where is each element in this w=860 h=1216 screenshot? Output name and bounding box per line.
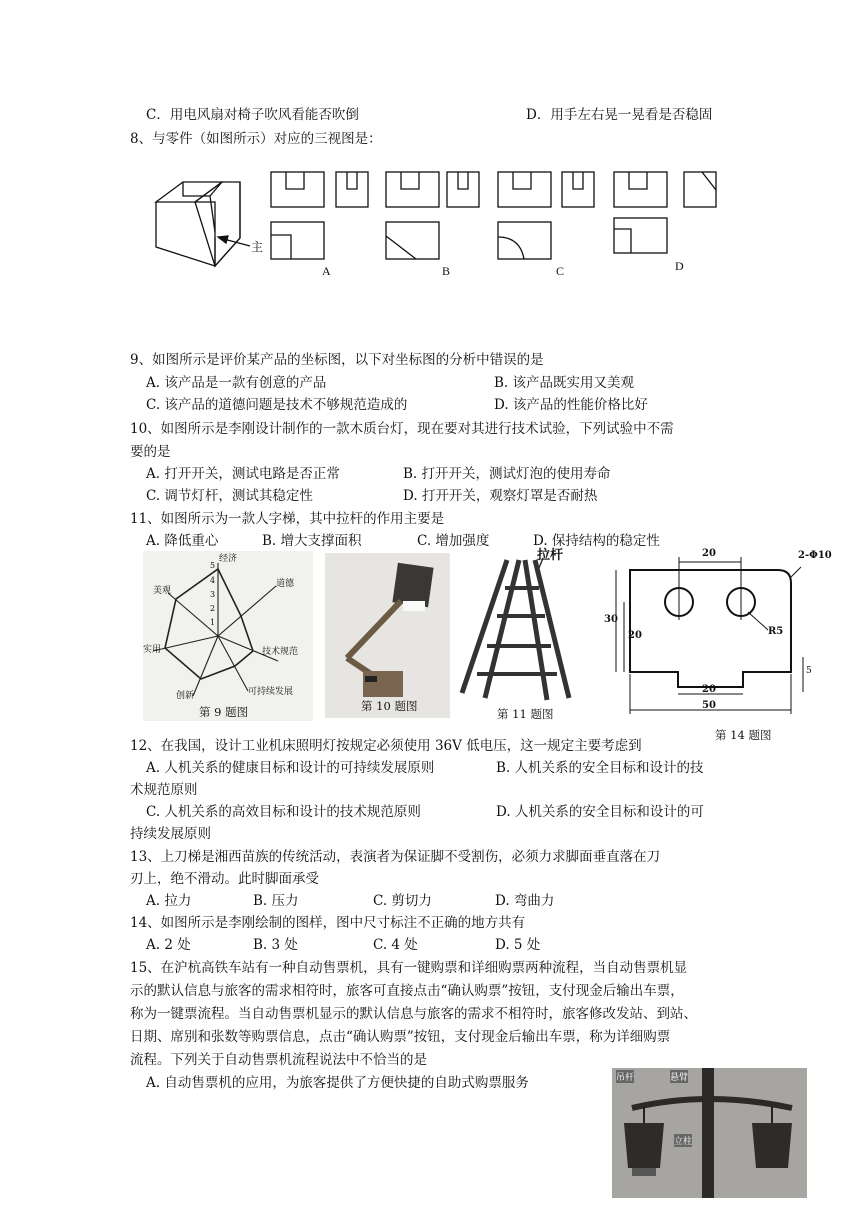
q14-stem: 14、如图所示是李刚绘制的图样，图中尺寸标注不正确的地方共有 xyxy=(130,915,526,931)
q13-option-c: C. 剪切力 xyxy=(373,893,432,909)
q9-option-b: B. 该产品既实用又美观 xyxy=(494,375,635,391)
dim-r5: R5 xyxy=(768,626,784,637)
radar-tick-1: 1 xyxy=(210,618,216,627)
q9-option-d: D. 该产品的性能价格比好 xyxy=(494,397,648,413)
radar-tick-5: 5 xyxy=(210,561,216,570)
q12-option-b-cont: 术规范原则 xyxy=(130,782,198,798)
q14-option-c: C. 4 处 xyxy=(373,937,418,953)
radar-axis-aesthetic: 美观 xyxy=(153,586,172,596)
radar-axis-practical: 实用 xyxy=(143,645,162,655)
dim-50: 50 xyxy=(702,700,716,711)
fig9-caption: 第 9 题图 xyxy=(199,705,249,719)
dim-20-left: 20 xyxy=(628,630,642,641)
q9-option-a: A. 该产品是一款有创意的产品 xyxy=(146,375,327,391)
q8-figure xyxy=(0,0,860,290)
radar-tick-3: 3 xyxy=(210,590,216,599)
fig9-radar-chart xyxy=(143,551,313,721)
q13-stem-line1: 13、上刀梯是湘西苗族的传统活动，表演者为保证脚不受割伤，必须力求脚面垂直落在刀 xyxy=(130,849,661,865)
q11-option-d: D. 保持结构的稳定性 xyxy=(533,533,660,549)
q10-option-b: B. 打开开关，测试灯泡的使用寿命 xyxy=(403,466,611,482)
q12-option-d: D. 人机关系的安全目标和设计的可 xyxy=(496,804,704,820)
radar-tick-2: 2 xyxy=(210,604,216,613)
q11-option-b: B. 增大支撑面积 xyxy=(262,533,362,549)
street-lamp-photo xyxy=(612,1068,807,1198)
radar-tick-4: 4 xyxy=(210,576,216,585)
label-column: 立柱 xyxy=(674,1134,692,1147)
q15-option-a: A. 自动售票机的应用，为旅客提供了方便快捷的自助式购票服务 xyxy=(146,1075,529,1091)
q7-option-d: D．用手左右晃一晃看是否稳固 xyxy=(526,107,713,123)
q11-stem: 11、如图所示为一款人字梯，其中拉杆的作用主要是 xyxy=(130,511,445,527)
q13-option-a: A. 拉力 xyxy=(146,893,192,909)
q13-option-b: B. 压力 xyxy=(253,893,299,909)
q11-option-a: A. 降低重心 xyxy=(146,533,219,549)
q12-stem: 12、在我国，设计工业机床照明灯按规定必须使用 36V 低电压，这一规定主要考虑到 xyxy=(130,738,642,754)
label-cantilever: 悬臂 xyxy=(670,1070,688,1083)
radar-axis-sustainable: 可持续发展 xyxy=(248,687,294,697)
fig11-ladder xyxy=(457,548,587,723)
option-d-label: D xyxy=(675,259,684,273)
q14-option-d: D. 5 处 xyxy=(495,937,541,953)
q7-option-c: C．用电风扇对椅子吹风看能否吹倒 xyxy=(146,107,359,123)
label-suspender: 吊杆 xyxy=(616,1070,634,1083)
part-front xyxy=(156,182,222,202)
dim-20-bottom: 20 xyxy=(702,684,716,695)
dim-30: 30 xyxy=(604,614,618,625)
q12-option-c: C. 人机关系的高效目标和设计的技术规范原则 xyxy=(146,804,421,820)
q13-option-d: D. 弯曲力 xyxy=(495,893,555,909)
part-top xyxy=(195,182,240,266)
dim-2-phi10: 2-Φ10 xyxy=(798,550,832,561)
q12-option-d-cont: 持续发展原则 xyxy=(130,826,211,842)
fig14-caption: 第 14 题图 xyxy=(715,728,772,742)
option-b-label: B xyxy=(442,264,451,278)
front-view-label: 主 xyxy=(251,240,264,254)
q8-stem: 8、与零件（如图所示）对应的三视图是： xyxy=(130,131,382,147)
q14-option-a: A. 2 处 xyxy=(146,937,191,953)
q12-option-b: B. 人机关系的安全目标和设计的技 xyxy=(496,760,704,776)
option-a-label: A xyxy=(322,264,331,278)
q10-stem-line1: 10、如图所示是李刚设计制作的一款木质台灯，现在要对其进行技术试验，下列试验中不需 xyxy=(130,421,674,437)
fig10-caption: 第 10 题图 xyxy=(361,699,418,713)
fig14-drawing xyxy=(598,542,838,727)
ladder-brace-label: 拉杆 xyxy=(537,548,564,563)
q15-line5: 流程。下列关于自动售票机流程说法中不恰当的是 xyxy=(130,1052,427,1068)
q13-stem-line2: 刃上，绝不滑动。此时脚面承受 xyxy=(130,871,319,887)
dim-20-top: 20 xyxy=(702,548,716,559)
q10-option-a: A. 打开开关，测试电路是否正常 xyxy=(146,466,340,482)
q15-line3: 称为一键票流程。当自动售票机显示的默认信息与旅客的需求不相符时，旅客修改发站、到站、 xyxy=(130,1006,697,1022)
radar-axis-tech-standard: 技术规范 xyxy=(262,647,299,657)
q15-line2: 示的默认信息与旅客的需求相符时，旅客可直接点击“确认购票”按钮，支付现金后输出车票， xyxy=(130,983,684,999)
radar-axis-economy: 经济 xyxy=(219,554,238,564)
q9-option-c: C. 该产品的道德问题是技术不够规范造成的 xyxy=(146,397,408,413)
q15-line4: 日期、席别和张数等购票信息，点击“确认购票”按钮，支付现金后输出车票，称为详细购票 xyxy=(130,1029,671,1045)
dim-5: 5 xyxy=(806,666,812,676)
q10-option-d: D. 打开开关，观察灯罩是否耐热 xyxy=(403,488,598,504)
fig11-caption: 第 11 题图 xyxy=(497,707,554,721)
q15-line1: 15、在沪杭高铁车站有一种自动售票机，具有一键购票和详细购票两种流程，当自动售票机显 xyxy=(130,960,688,976)
q14-option-b: B. 3 处 xyxy=(253,937,298,953)
radar-axis-ethics: 道德 xyxy=(276,579,295,589)
q9-stem: 9、如图所示是评价某产品的坐标图，以下对坐标图的分析中错误的是 xyxy=(130,352,544,368)
radar-axis-innovation: 创新 xyxy=(176,691,195,701)
fig10-lamp-photo xyxy=(325,553,450,718)
option-c-label: C xyxy=(556,264,565,278)
q10-option-c: C. 调节灯杆，测试其稳定性 xyxy=(146,488,313,504)
q12-option-a: A. 人机关系的健康目标和设计的可持续发展原则 xyxy=(146,760,435,776)
q11-option-c: C. 增加强度 xyxy=(417,533,490,549)
q10-stem-line2: 要的是 xyxy=(130,444,171,460)
